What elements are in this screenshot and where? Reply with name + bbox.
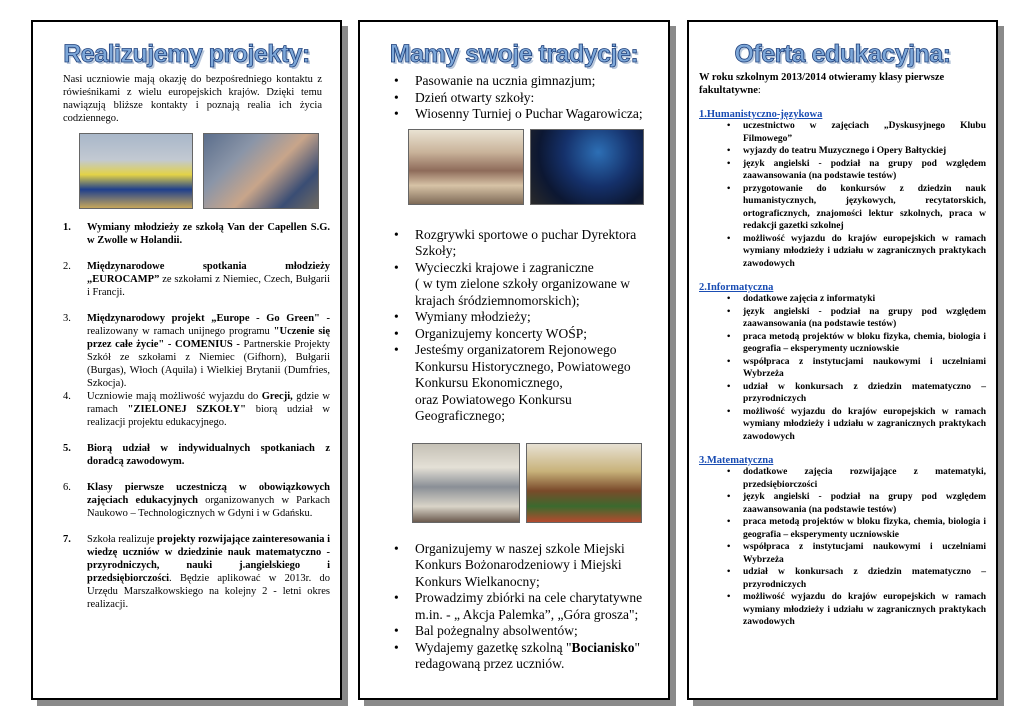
list-item: • język angielski - podział na grupy pod względem zaawansowania (na podstawie testów): [719, 158, 986, 183]
offer-section-title: 3.Matematyczna: [699, 455, 774, 466]
list-item: 6. Klasy pierwsze uczestniczą w obowiązkowych zajęciach edukacyjnych organizowanych w Parkach Naukowo – Technologicznych w Gdyni i w Gdańsku.: [63, 482, 330, 519]
offer-sections: [689, 109, 996, 629]
list-item: • Wycieczki krajowe i zagraniczne ( w tym zielone szkoły organizowane w krajach śródziemnomorskich);: [390, 260, 658, 310]
offer-section-list: [719, 120, 986, 270]
traditions-photos-2: [360, 441, 668, 521]
projects-list: [63, 221, 330, 611]
list-item: • praca metodą projektów w bloku fizyka, chemia, biologia i geografia – eksperymenty uczniowskie: [719, 331, 986, 356]
list-item: • współpraca z instytucjami naukowymi i uczelniami Wybrzeża: [719, 356, 986, 381]
traditions-photos-1: [360, 127, 668, 207]
traditions-list-d: [390, 640, 658, 673]
projects-photos: [33, 131, 340, 211]
photo-students-bench: [408, 129, 524, 205]
offer-intro: W roku szkolnym 2013/2014 otwieramy klasy pierwsze fakultatywne:: [699, 72, 945, 96]
list-item: • Bal pożegnalny absolwentów;: [390, 623, 658, 640]
traditions-list-b: [390, 227, 658, 425]
list-item: • Organizujemy koncerty WOŚP;: [390, 326, 658, 343]
list-item: • wyjazdy do teatru Muzycznego i Opery Bałtyckiej: [719, 145, 986, 158]
list-item: • możliwość wyjazdu do krajów europejskich w ramach wymiany młodzieży i udziału w zagranicznych praktykach zawodowych: [719, 591, 986, 629]
list-item: • udział w konkursach z dziedzin matematyczno – przyrodniczych: [719, 566, 986, 591]
photo-students-sitting: [203, 133, 319, 209]
list-item: • Wiosenny Turniej o Puchar Wagarowicza;: [390, 106, 658, 123]
offer-section: [699, 455, 986, 629]
photo-stage-dance: [530, 129, 644, 205]
offer-heading: Oferta edukacyjna:: [734, 40, 951, 68]
traditions-list-a: [390, 73, 658, 123]
panel-traditions: [358, 20, 670, 700]
list-item: 3. Międzynarodowy projekt „Europe - Go Green" - realizowany w ramach unijnego programu "Uczenie się przez całe życie" - COMENIUS - Partnerskie Projekty Szkół ze szkołami z Niemiec (Gifhorn), Bułgarii (Burgas), Włoch (Aquila) i Wielkiej Brytanii (Dumfries, Szkocja).: [63, 313, 330, 389]
list-item: • przygotowanie do konkursów z dziedzin nauk humanistycznych, językowych, recytatorskich, ortograficznych, znajomości lektur szkolnych, praca w redakcji gazetki szkolnej: [719, 183, 986, 233]
list-item: • udział w konkursach z dziedzin matematyczno – przyrodniczych: [719, 381, 986, 406]
traditions-heading: Mamy swoje tradycje:: [389, 40, 639, 68]
list-item: • dodatkowe zajęcia z informatyki: [719, 293, 986, 306]
list-item: • dodatkowe zajęcia rozwijające z matematyki, przedsiębiorczości: [719, 466, 986, 491]
list-item: • język angielski - podział na grupy pod względem zaawansowania (na podstawie testów): [719, 491, 986, 516]
projects-heading: Realizujemy projekty:: [63, 40, 310, 68]
list-item: • uczestnictwo w zajęciach „Dyskusyjnego Klubu Filmowego”: [719, 120, 986, 145]
list-item: • Organizujemy w naszej szkole Miejski Konkurs Bożonarodzeniowy i Miejski Konkurs Wielkanocny;: [390, 541, 658, 591]
list-item: • możliwość wyjazdu do krajów europejskich w ramach wymiany młodzieży i udziału w zagranicznych praktykach zawodowych: [719, 406, 986, 444]
offer-section: [699, 282, 986, 443]
list-item: • współpraca z instytucjami naukowymi i uczelniami Wybrzeża: [719, 541, 986, 566]
offer-section-list: [719, 466, 986, 629]
offer-section-list: [719, 293, 986, 443]
list-item: • Wydajemy gazetkę szkolną "Bocianisko" redagowaną przez uczniów.: [390, 640, 658, 673]
list-item: 2. Międzynarodowe spotkania młodzieży „EUROCAMP” ze szkołami z Niemiec, Czech, Bułgarii i Francji.: [63, 261, 330, 298]
list-item: • możliwość wyjazdu do krajów europejskich w ramach wymiany młodzieży i udziału w zagranicznych praktykach zawodowych: [719, 233, 986, 271]
panel-offer: [687, 20, 998, 700]
photo-group-students: [79, 133, 193, 209]
list-item: 4. Uczniowie mają możliwość wyjazdu do Grecji, gdzie w ramach "ZIELONEJ SZKOŁY" biorą udział w realizacji projektu edukacyjnego.: [63, 391, 330, 428]
offer-section: [699, 109, 986, 270]
list-item: • Rozgrywki sportowe o puchar Dyrektora Szkoły;: [390, 227, 658, 260]
projects-intro: Nasi uczniowie mają okazję do bezpośredniego kontaktu z rówieśnikami z wielu europejskich krajów. Dzięki temu nawiązują bliższe kontakty i poznają realia ich życia codziennego.: [63, 74, 322, 124]
list-item: • Pasowanie na ucznia gimnazjum;: [390, 73, 658, 90]
photo-exhibition: [526, 443, 642, 523]
offer-section-title: 1.Humanistyczno-językowa: [699, 109, 823, 120]
list-item: • Dzień otwarty szkoły:: [390, 90, 658, 107]
panel-projects: [31, 20, 342, 700]
list-item: • Jesteśmy organizatorem Rejonowego Konkursu Historycznego, Powiatowego Konkursu Ekonomicznego, oraz Powiatowego Konkursu Geograficznego;: [390, 342, 658, 425]
photo-classroom: [412, 443, 520, 523]
traditions-list-c: [390, 541, 658, 640]
list-item: • Wymiany młodzieży;: [390, 309, 658, 326]
offer-section-title: 2.Informatyczna: [699, 282, 774, 293]
list-item: 1. Wymiany młodzieży ze szkołą Van der Capellen S.G. w Zwolle w Holandii.: [63, 222, 330, 246]
list-item: 7. Szkoła realizuje projekty rozwijające zainteresowania i wiedzę uczniów w dziedzinie nauk matematyczno - przyrodniczych, nauki j.angielskiego i przedsiębiorczości. Będzie aplikować w 2013r. do Urzędu Marszałkowskiego na kolejny 2 - letni okres realizacji.: [63, 534, 331, 610]
list-item: 5. Biorą udział w indywidualnych spotkaniach z doradcą zawodowym.: [63, 443, 330, 467]
list-item: • język angielski - podział na grupy pod względem zaawansowania (na podstawie testów): [719, 306, 986, 331]
list-item: • Prowadzimy zbiórki na cele charytatywne m.in. - „ Akcja Palemka”, „Góra grosza";: [390, 590, 658, 623]
list-item: • praca metodą projektów w bloku fizyka, chemia, biologia i geografia – eksperymenty uczniowskie: [719, 516, 986, 541]
